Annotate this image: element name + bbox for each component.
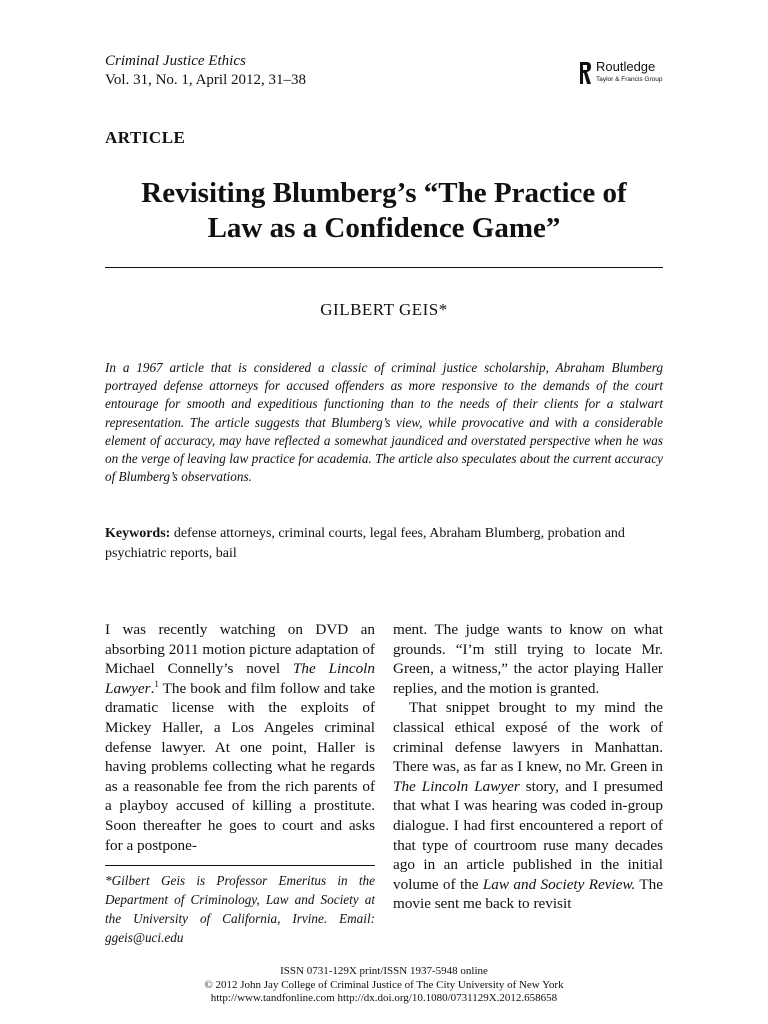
body-column-left bbox=[105, 620, 375, 855]
body-text: I was recently watching on DVD an absorbing 2011 motion picture adaptation of Michael Connelly’s novel bbox=[105, 621, 375, 678]
body-text: story, and I presumed that what I was hearing was coded in-group dialogue. I had first encountered a report of that type of courtroom ruse many decades ago in an article published in the initial volume of the bbox=[393, 777, 663, 893]
body-text: The book and film follow and take dramatic license with the exploits of Mickey Haller, a Los Angeles criminal defense lawyer. At one point, Haller is having problems collecting what he regards as a reasonable fee from the rich parents of a playboy accused of killing a prostitute. Soon thereafter he goes to court and asks for a postpone- bbox=[105, 679, 375, 854]
publisher-name: Routledge bbox=[596, 59, 656, 74]
copyright-line: © 2012 John Jay College of Criminal Justice of The City University of New York bbox=[204, 978, 564, 991]
abstract: In a 1967 article that is considered a classic of criminal justice scholarship, Abraham Blumberg portrayed defense attorneys for accused offenders as more responsive to the demands of the court entourage for smooth and expeditious functioning than to the needs of their clients for a stalwart representation. The article suggests that Blumberg’s view, while provocative and with a considerable element of accuracy, may have reflected a somewhat jaundiced and overstated perspective when he was on the verge of leaving law practice for academia. The article also speculates about the current accuracy of Blumberg’s observations. bbox=[105, 360, 663, 485]
routledge-logo-icon bbox=[578, 60, 592, 86]
keywords bbox=[105, 524, 663, 564]
paragraph bbox=[393, 698, 663, 914]
footnote-ref[interactable]: 1 bbox=[154, 678, 159, 689]
paragraph: I was recently watching on DVD an absorbing 2011 motion picture adaptation of Michael Connelly’s novel The Lincoln Lawyer.$^1$ The book and film follow and take dramatic license with the exploits of Mickey Haller, a Los Angeles criminal defense lawyer. At one point, Haller is having problems collecting what he regards as a reasonable fee from the rich parents of a playboy accused of killing a prostitute. Soon thereafter he goes to court and asks for a postpone- bbox=[105, 621, 375, 854]
title-line-2: Law as a Confidence Game” bbox=[207, 212, 561, 244]
book-title: The Lincoln Lawyer bbox=[105, 660, 375, 697]
issn-line: ISSN 0731-129X print/ISSN 1937-5948 online bbox=[280, 965, 488, 977]
body-column-right bbox=[393, 620, 663, 914]
page-footer bbox=[105, 965, 663, 1006]
journal-name: Criminal Justice Ethics bbox=[105, 53, 246, 69]
book-title: The Lincoln Lawyer bbox=[393, 777, 520, 795]
keywords-text: defense attorneys, criminal courts, legal fees, Abraham Blumberg, probation and psychiatric reports, bail bbox=[105, 526, 625, 561]
paragraph: ment. The judge wants to know on what grounds. “I’m still trying to locate Mr. Green, a witness,” the actor playing Haller replies, and the motion is granted. bbox=[393, 621, 663, 697]
journal-title: Law and Society Review. bbox=[482, 875, 636, 893]
section-label: ARTICLE bbox=[105, 128, 186, 147]
title-rule bbox=[105, 267, 663, 268]
keywords-label: Keywords: bbox=[105, 526, 171, 541]
footnote-rule bbox=[105, 865, 375, 866]
author-name: GILBERT GEIS* bbox=[320, 300, 448, 319]
title-line-1: Revisiting Blumberg’s “The Practice of bbox=[141, 177, 627, 209]
author-footnote: *Gilbert Geis is Professor Emeritus in the Department of Criminology, Law and Society at the University of California, Irvine. Email: ggeis@uci.edu bbox=[105, 873, 375, 945]
body-text: The movie sent me back to revisit bbox=[393, 875, 663, 913]
publisher-group: Taylor & Francis Group bbox=[596, 76, 663, 83]
article-title bbox=[105, 176, 663, 246]
journal-header bbox=[105, 52, 306, 90]
volume-line: Vol. 31, No. 1, April 2012, 31–38 bbox=[105, 72, 306, 88]
url-line[interactable]: http://www.tandfonline.com http://dx.doi.org/10.1080/0731129X.2012.658658 bbox=[210, 992, 558, 1004]
body-text: That snippet brought to my mind the classical ethical exposé of the work of criminal defense lawyers in Manhattan. There was, as far as I knew, no Mr. Green in bbox=[393, 699, 663, 776]
publisher-logo bbox=[578, 58, 668, 90]
